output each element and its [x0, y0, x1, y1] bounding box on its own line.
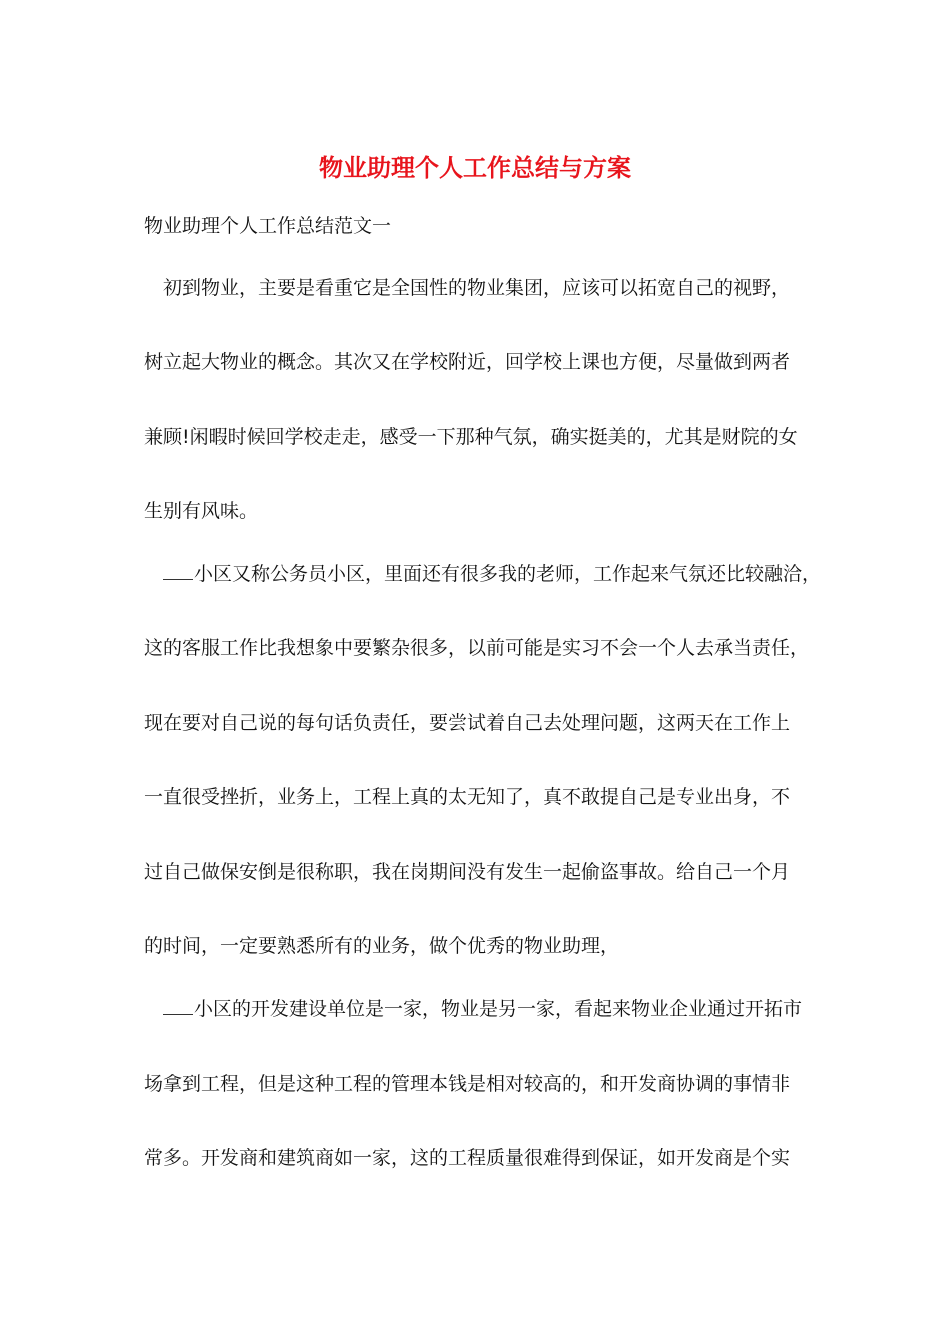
paragraph-line-first — [163, 996, 802, 1022]
paragraph-line: 兼顾!闲暇时候回学校走走，感受一下那种气氛，确实挺美的，尤其是财院的女 — [144, 426, 798, 448]
paragraph-line-text: 小区的开发建设单位是一家，物业是另一家，看起来物业企业通过开拓市 — [194, 998, 803, 1020]
paragraph-line-first — [163, 561, 821, 587]
paragraph-line: 树立起大物业的概念。其次又在学校附近，回学校上课也方便，尽量做到两者 — [144, 351, 791, 373]
paragraph-line: 的时间，一定要熟悉所有的业务，做个优秀的物业助理， — [144, 935, 620, 957]
section-heading: 物业助理个人工作总结范文一 — [144, 215, 392, 237]
paragraph-line-text: 小区又称公务员小区，里面还有很多我的老师，工作起来气氛还比较融洽， — [194, 563, 822, 585]
document-title: 物业助理个人工作总结与方案 — [319, 153, 631, 182]
paragraph-line: 场拿到工程，但是这种工程的管理本钱是相对较高的，和开发商协调的事情非 — [144, 1073, 791, 1095]
paragraph-line: 这的客服工作比我想象中要繁杂很多，以前可能是实习不会一个人去承当责任， — [144, 637, 810, 659]
paragraph-line: 一直很受挫折，业务上，工程上真的太无知了，真不敢提自己是专业出身，不 — [144, 786, 791, 808]
fill-in-blank — [163, 996, 193, 1015]
paragraph-line: 初到物业，主要是看重它是全国性的物业集团，应该可以拓宽自己的视野， — [163, 277, 791, 299]
paragraph-line: 现在要对自己说的每句话负责任，要尝试着自己去处理问题，这两天在工作上 — [144, 712, 791, 734]
paragraph-line: 过自己做保安倒是很称职，我在岗期间没有发生一起偷盗事故。给自己一个月 — [144, 861, 791, 883]
fill-in-blank — [163, 561, 193, 580]
paragraph-line: 生别有风味。 — [144, 500, 259, 522]
paragraph-line: 常多。开发商和建筑商如一家，这的工程质量很难得到保证，如开发商是个实 — [144, 1147, 791, 1169]
